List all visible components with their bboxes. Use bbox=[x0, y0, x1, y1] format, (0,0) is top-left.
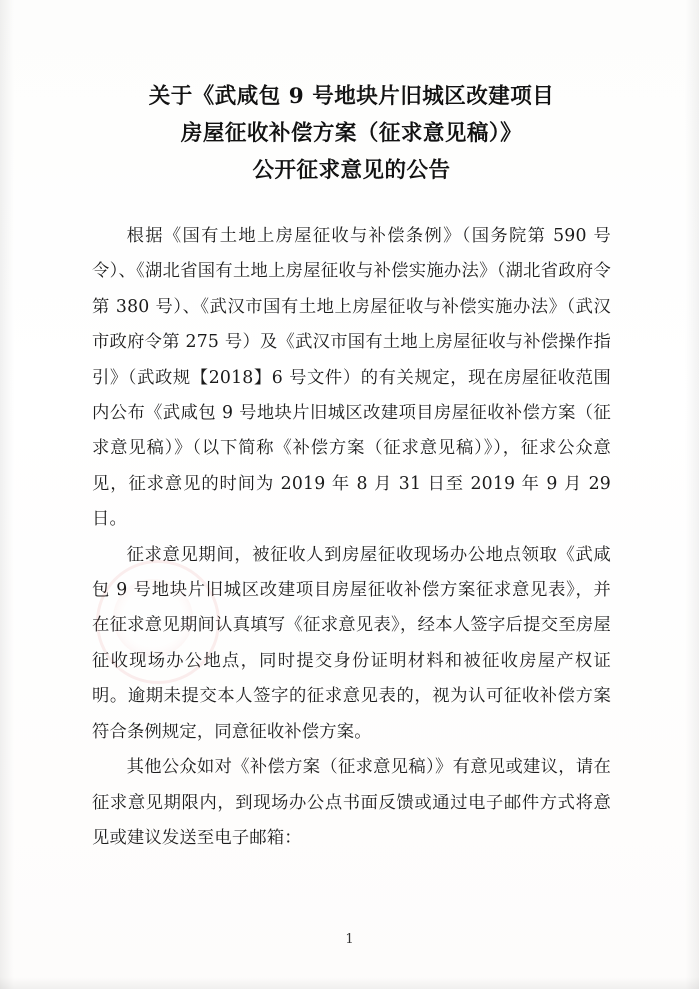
page-number: 1 bbox=[345, 932, 354, 947]
document-body bbox=[92, 219, 611, 856]
paragraph-1: 根据《国有土地上房屋征收与补偿条例》（国务院第 590 号令）、《湖北省国有土地上房屋征收与补偿实施办法》（湖北省政府令第 380 号）、《武汉市国有土地上房屋征收与补偿实施办法》（武汉市政府令第 275 号）及《武汉市国有土地上房屋征收与补偿操作指引》（武政规【2018】6 号文件）的有关规定，现在房屋征收范围内公布《武咸包 9 号地块片旧城区改建项目房屋征收补偿方案（征求意见稿）》（以下简称《补偿方案（征求意见稿）》），征求公众意见，征求意见的时间为 2019 年 8 月 31 日至 2019 年 9 月 29 日。 bbox=[92, 226, 611, 530]
paragraph-3: 其他公众如对《补偿方案（征求意见稿）》有意见或建议，请在征求意见期限内，到现场办公点书面反馈或通过电子邮件方式将意见或建议发送至电子邮箱： bbox=[92, 757, 611, 848]
paragraph-2: 征求意见期间，被征收人到房屋征收现场办公地点领取《武咸包 9 号地块片旧城区改建项目房屋征收补偿方案征求意见表》，并在征求意见期间认真填写《征求意见表》，经本人签字后提交至房屋征收现场办公地点，同时提交身份证明材料和被征收房屋产权证明。逾期未提交本人签字的征求意见表的，视为认可征收补偿方案符合条例规定，同意征收补偿方案。 bbox=[92, 544, 611, 742]
title-line-3: 公开征求意见的公告 bbox=[252, 158, 451, 183]
title-line-1: 关于《武咸包 9 号地块片旧城区改建项目 bbox=[148, 84, 555, 109]
page-title bbox=[92, 78, 611, 189]
title-line-2: 房屋征收补偿方案（征求意见稿）》 bbox=[180, 121, 523, 146]
